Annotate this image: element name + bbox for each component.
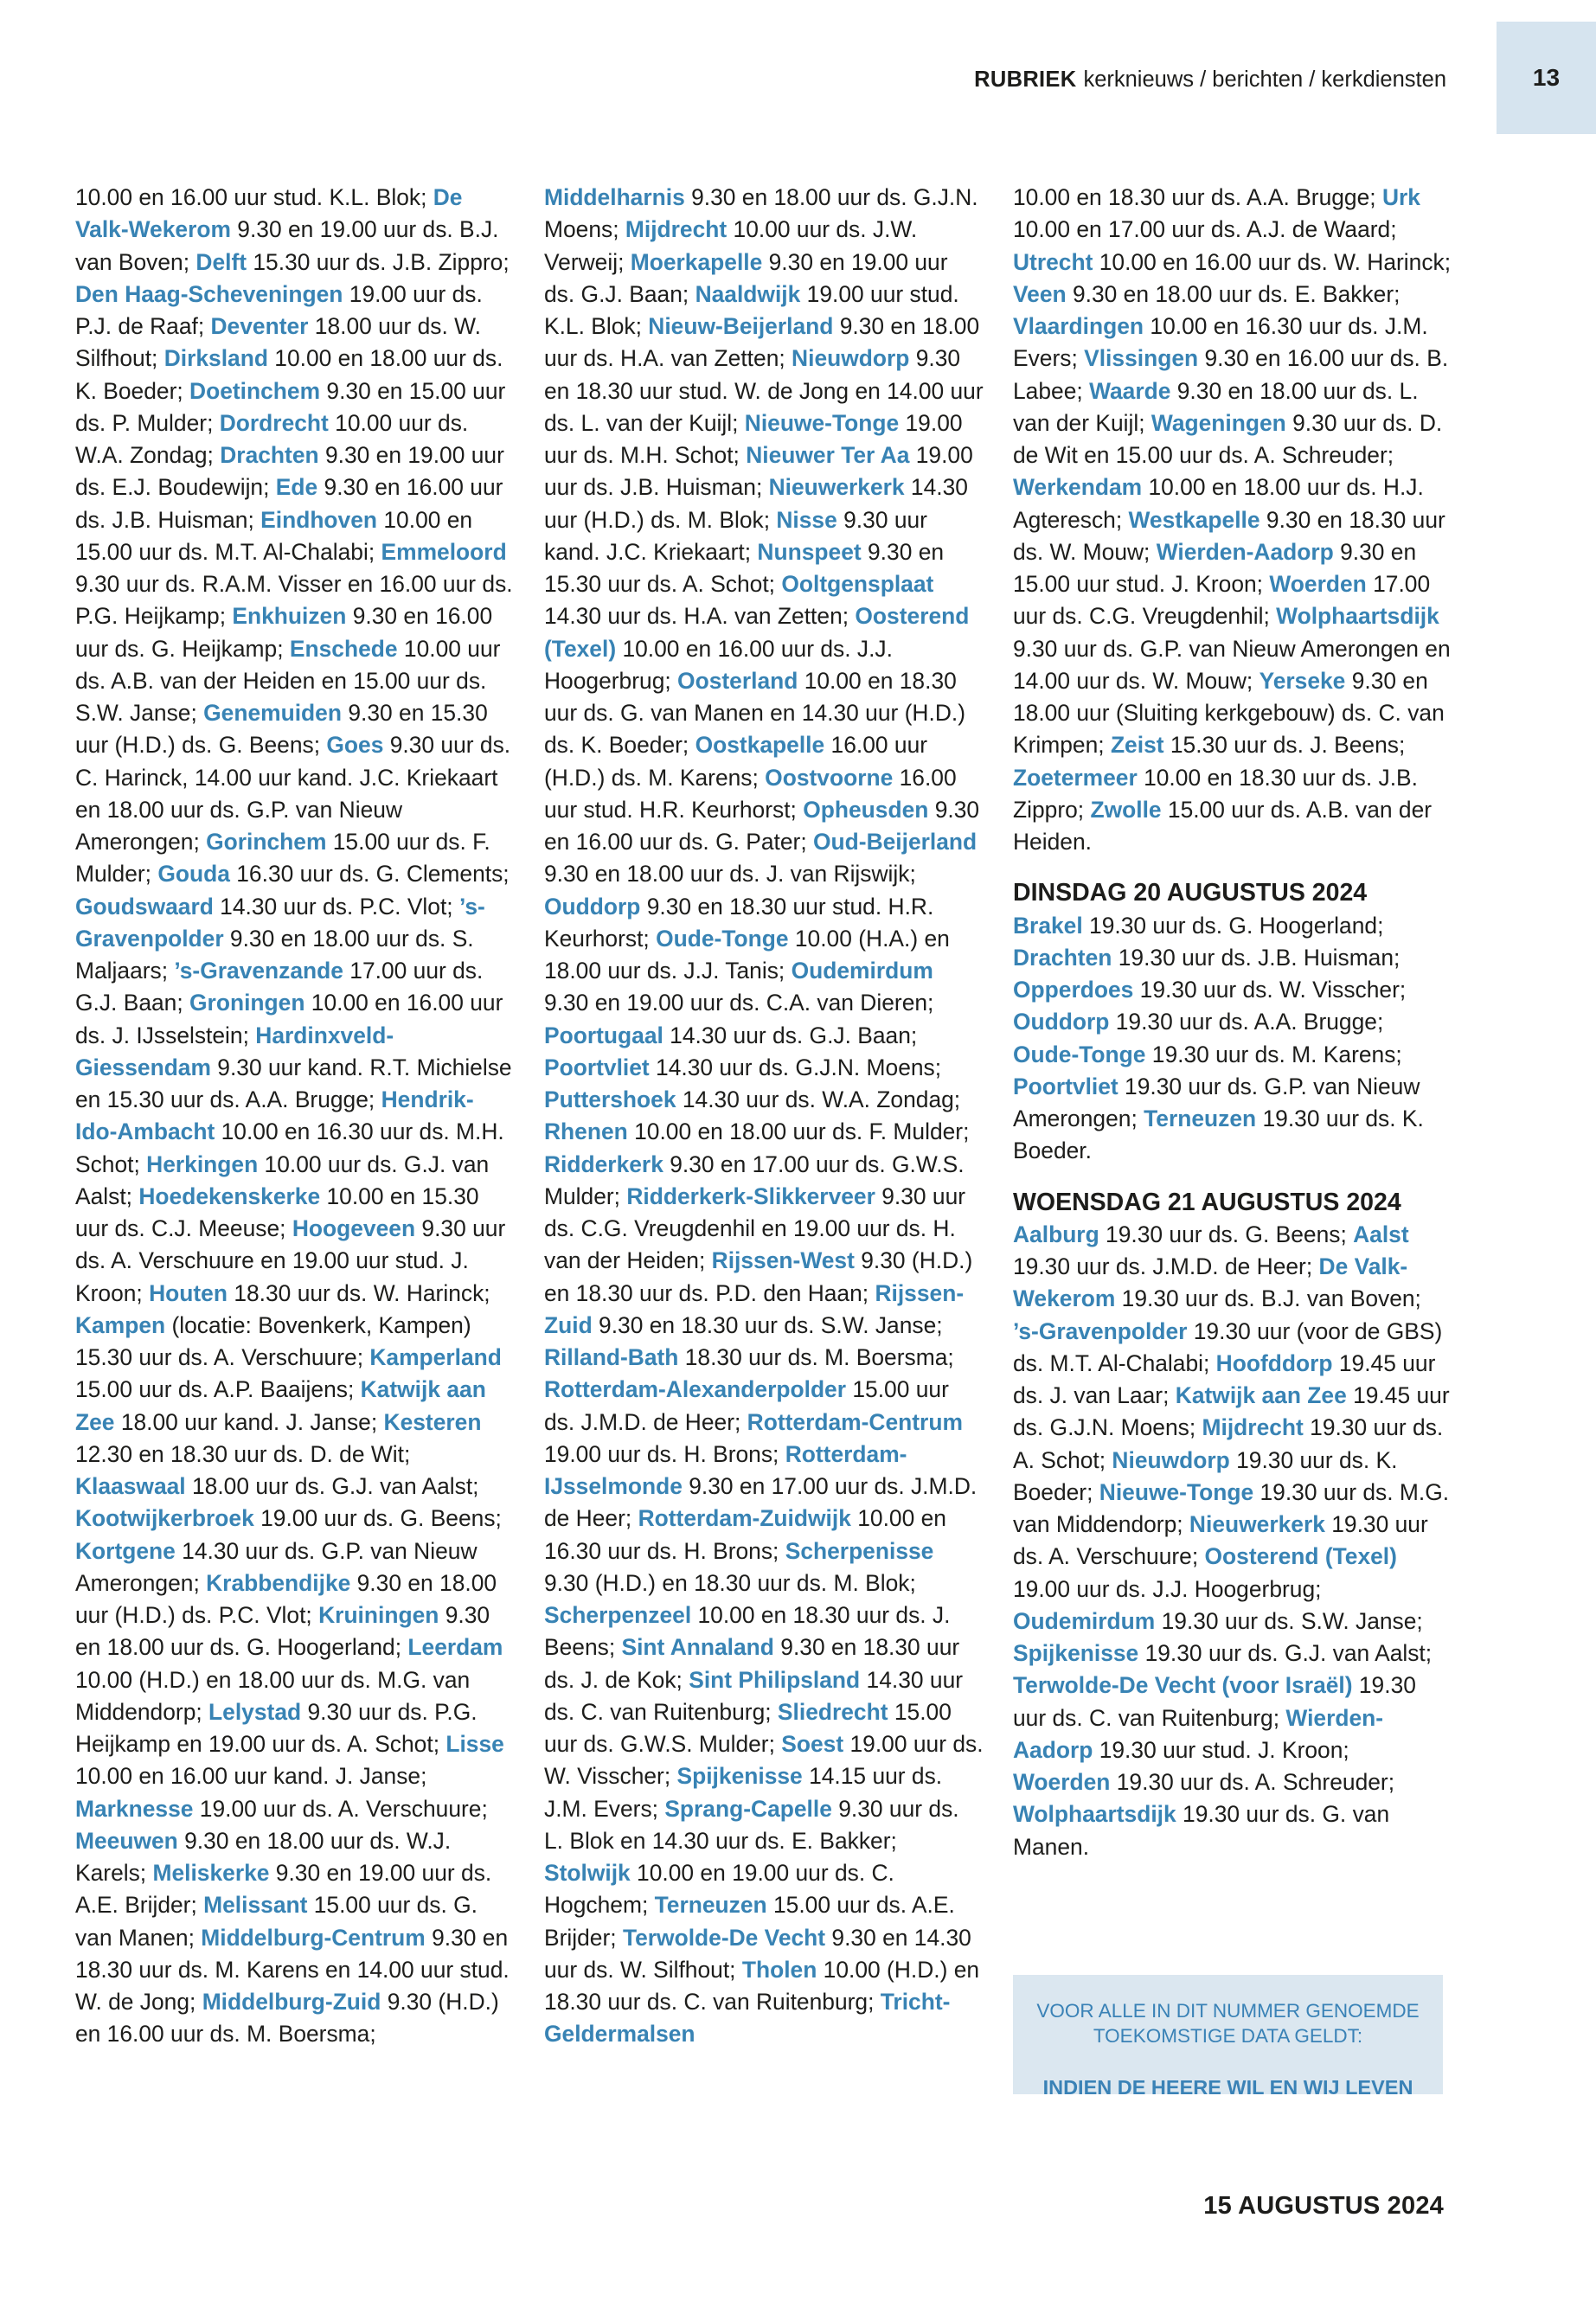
- service-details: 18.00 uur kand. J. Janse;: [114, 1408, 384, 1435]
- place-name: Rotterdam-IJsselmonde: [544, 1440, 907, 1499]
- service-details: 18.00 uur ds. G.J. van Aalst;: [185, 1473, 479, 1499]
- service-details: 14.30 uur ds. G.J. Baan;: [663, 1022, 918, 1048]
- service-details: 10.00 en 19.00 uur ds. C. Hogchem;: [544, 1860, 894, 1919]
- place-name: Goes: [326, 732, 384, 759]
- place-name: Puttershoek: [544, 1086, 676, 1112]
- service-details: 10.00 uur ds. W.A. Zondag;: [75, 409, 469, 468]
- service-details: 14.30 uur ds. G.J.N. Moens;: [649, 1054, 942, 1080]
- service-details: 19.30 uur (voor de GBS) ds. M.T. Al-Chalabi;: [1013, 1317, 1443, 1376]
- service-details: 19.30 uur ds. M. Karens;: [1145, 1041, 1402, 1067]
- place-name: Nieuw-Beijerland: [648, 313, 834, 339]
- service-details: 19.30 uur ds. A. Verschuure;: [1013, 1511, 1428, 1570]
- place-name: Westkapelle: [1128, 506, 1260, 533]
- place-name: Katwijk aan Zee: [75, 1376, 486, 1435]
- service-details: 9.30 en 18.00 uur ds. J. van Rijswijk;: [544, 861, 916, 888]
- service-details: 9.30 en 15.30 uur (H.D.) ds. G. Beens;: [75, 700, 488, 759]
- section-label: RUBRIEK: [974, 67, 1077, 92]
- place-name: Den Haag-Scheveningen: [75, 280, 343, 307]
- place-name: Oosterland: [677, 667, 798, 694]
- place-name: Terwolde-De Vecht (voor Israël): [1013, 1672, 1353, 1699]
- service-details: 19.45 uur ds. J. van Laar;: [1013, 1349, 1436, 1408]
- place-name: Rotterdam-Zuidwijk: [638, 1505, 851, 1532]
- place-name: ’s-Gravenzande: [174, 958, 343, 984]
- service-details: 10.00 uur ds. A.B. van der Heiden en 15.00 uur ds. S.W. Janse;: [75, 635, 501, 726]
- service-details: 19.30 uur ds. G. Beens;: [1099, 1221, 1354, 1247]
- service-details: 9.30 en 18.00 uur ds. H.A. van Zetten;: [544, 313, 980, 372]
- place-name: Nieuwerkerk: [1189, 1511, 1325, 1537]
- service-details: 9.30 uur ds. C. Harinck, 14.00 uur kand. J.C. Kriekaart en 18.00 uur ds. G.P. van Nieuw Amerongen;: [75, 732, 511, 855]
- place-name: Sprang-Capelle: [664, 1795, 832, 1822]
- place-name: Wolphaartsdijk: [1276, 603, 1439, 630]
- service-details: (locatie: Bovenkerk, Kampen) 15.30 uur ds. A. Verschuure;: [75, 1311, 471, 1370]
- place-name: Woerden: [1013, 1769, 1111, 1795]
- service-details: 12.30 en 18.30 uur ds. D. de Wit;: [75, 1440, 411, 1467]
- place-name: Goudswaard: [75, 893, 214, 920]
- service-details: 19.00 uur ds. J.B. Huisman;: [544, 442, 973, 501]
- place-name: Tricht-Geldermalsen: [544, 1989, 951, 2048]
- service-details: 19.30 uur ds. K. Boeder.: [1013, 1106, 1424, 1164]
- service-details: 10.00 en 16.30 uur ds. J.M. Evers;: [1013, 313, 1428, 372]
- service-details: 19.00 uur ds. H. Brons;: [544, 1440, 785, 1467]
- service-details: 10.00 (H.A.) en 18.00 uur ds. J.J. Tanis;: [544, 925, 950, 984]
- service-details: 10.00 en 16.30 uur ds. H. Brons;: [544, 1505, 946, 1564]
- place-name: Drachten: [1013, 944, 1112, 971]
- service-details: 10.00 en 18.00 uur ds. H.J. Agteresch;: [1013, 474, 1424, 533]
- text-column-2: [544, 182, 984, 2051]
- service-details: 9.30 en 18.00 uur ds. S. Maljaars;: [75, 925, 474, 984]
- place-name: Dordrecht: [219, 409, 329, 436]
- place-name: Delft: [195, 248, 247, 275]
- place-name: Hendrik-Ido-Ambacht: [75, 1086, 474, 1145]
- service-details: 14.30 uur ds. C. van Ruitenburg;: [544, 1666, 964, 1725]
- service-details: 10.00 en 18.30 uur ds. J.B. Zippro;: [1013, 764, 1418, 823]
- service-details: 9.30 uur ds. P.G. Heijkamp en 19.00 uur ds. A. Schot;: [75, 1698, 478, 1757]
- service-details: 17.00 uur ds. G.J. Baan;: [75, 958, 484, 1016]
- place-name: Zwolle: [1090, 796, 1162, 823]
- place-name: Rhenen: [544, 1118, 628, 1145]
- service-details: 9.30 (H.D.) en 16.00 uur ds. M. Boersma;: [75, 1989, 499, 2048]
- place-name: Aalburg: [1013, 1221, 1099, 1247]
- place-name: Marknesse: [75, 1795, 194, 1822]
- service-details: 10.00 en 18.30 uur ds. J. Beens;: [544, 1602, 951, 1661]
- service-details: 10.00 en 18.00 uur ds. K. Boeder;: [75, 345, 503, 404]
- service-details: 18.30 uur ds. M. Boersma;: [678, 1344, 954, 1370]
- notice-line-2: TOEKOMSTIGE DATA GELDT:: [1093, 2025, 1363, 2047]
- service-details: 9.30 uur ds. L. Blok en 14.30 uur ds. E. Bakker;: [544, 1795, 959, 1854]
- place-name: Opperdoes: [1013, 977, 1134, 1003]
- place-name: Gorinchem: [206, 829, 327, 855]
- service-details: 9.30 en 17.00 uur ds. G.W.S. Mulder;: [544, 1150, 965, 1209]
- service-details: 10.00 en 16.00 uur ds. J.J. Hoogerbrug;: [544, 635, 893, 694]
- place-name: Herkingen: [146, 1150, 259, 1177]
- place-name: Leerdam: [407, 1634, 503, 1661]
- place-name: Ooltgensplaat: [781, 571, 934, 597]
- place-name: Eindhoven: [260, 506, 378, 533]
- place-name: Gouda: [157, 861, 230, 888]
- service-details: 19.30 uur ds. J.B. Huisman;: [1112, 944, 1401, 971]
- service-details: 19.45 uur ds. G.J.N. Moens;: [1013, 1382, 1450, 1441]
- service-details: 9.30 en 18.30 uur stud. W. de Jong en 14.00 uur ds. L. van der Kuijl;: [544, 345, 984, 436]
- service-details: 15.00 uur ds. A.B. van der Heiden.: [1013, 796, 1433, 855]
- place-name: Soest: [781, 1731, 844, 1757]
- service-details: 9.30 en 18.30 uur ds. M. Karens en 14.00 uur stud. W. de Jong;: [75, 1924, 510, 2015]
- service-details: 19.30 uur ds. M.G. van Middendorp;: [1013, 1478, 1450, 1537]
- place-name: Woerden: [1269, 571, 1367, 597]
- service-details: 9.30 en 18.00 uur ds. G.J.N. Moens;: [544, 184, 978, 243]
- place-name: Terneuzen: [654, 1892, 767, 1919]
- place-name: Moerkapelle: [630, 248, 763, 275]
- service-details: 15.00 uur ds. G.W.S. Mulder;: [544, 1698, 952, 1757]
- place-name: Naaldwijk: [695, 280, 801, 307]
- service-details: 19.00 uur stud. K.L. Blok;: [544, 280, 959, 339]
- service-details: 9.30 uur ds. A. Verschuure en 19.00 uur stud. J. Kroon;: [75, 1215, 506, 1306]
- place-name: Deventer: [210, 313, 309, 339]
- place-name: Mijdrecht: [625, 216, 727, 243]
- place-name: Emmeloord: [381, 538, 507, 565]
- service-details: 9.30 (H.D.) en 18.30 uur ds. M. Blok;: [544, 1569, 916, 1596]
- service-details: 18.00 uur ds. W. Silfhout;: [75, 313, 481, 372]
- service-details: 9.30 en 16.00 uur ds. G. Heijkamp;: [75, 603, 493, 662]
- place-name: Vlissingen: [1084, 345, 1199, 372]
- page-number-tab: [1497, 22, 1596, 134]
- service-details: 16.00 uur (H.D.) ds. M. Karens;: [544, 732, 928, 791]
- place-name: Utrecht: [1013, 248, 1093, 275]
- issue-date: 15 AUGUSTUS 2024: [1203, 2192, 1444, 2220]
- place-name: Ouddorp: [1013, 1009, 1110, 1035]
- service-details: 9.30 en 18.30 uur ds. S.W. Janse;: [592, 1311, 943, 1338]
- place-name: Groningen: [189, 990, 305, 1016]
- place-name: Oosterend (Texel): [1204, 1543, 1397, 1570]
- place-name: Sliedrecht: [777, 1698, 888, 1725]
- service-details: 17.00 uur ds. C.G. Vreugdenhil;: [1013, 571, 1431, 630]
- place-name: Ridderkerk: [544, 1150, 663, 1177]
- place-name: Zoetermeer: [1013, 764, 1138, 791]
- place-name: Wolphaartsdijk: [1013, 1801, 1176, 1828]
- place-name: Spijkenisse: [1013, 1640, 1139, 1666]
- service-details: 19.00 uur ds. A. Verschuure;: [193, 1795, 488, 1822]
- place-name: Kesteren: [383, 1408, 482, 1435]
- place-name: Hoedekenskerke: [138, 1183, 321, 1209]
- service-paragraph: [75, 182, 515, 2051]
- service-details: 10.00 en 16.00 uur kand. J. Janse;: [75, 1763, 427, 1790]
- service-details: 15.00 uur ds. A.E. Brijder;: [544, 1892, 955, 1951]
- place-name: Mijdrecht: [1202, 1414, 1304, 1441]
- place-name: Wageningen: [1151, 409, 1286, 436]
- service-details: 9.30 en 15.00 uur ds. P. Mulder;: [75, 377, 506, 436]
- place-name: Nunspeet: [757, 538, 862, 565]
- place-name: Hardinxveld-Giessendam: [75, 1022, 394, 1080]
- place-name: Ede: [275, 474, 318, 501]
- service-details: 9.30 uur ds. C.G. Vreugdenhil en 19.00 uur ds. H. van der Heiden;: [544, 1183, 966, 1274]
- place-name: Poortvliet: [1013, 1073, 1118, 1099]
- service-details: 15.00 uur ds. F. Mulder;: [75, 829, 490, 888]
- notice-line-1: VOOR ALLE IN DIT NUMMER GENOEMDE: [1036, 2000, 1420, 2022]
- page-header: [0, 67, 1446, 93]
- place-name: Ridderkerk-Slikkerveer: [626, 1183, 875, 1209]
- place-name: Oudemirdum: [1013, 1607, 1156, 1634]
- service-details: 19.30 uur ds. S.W. Janse;: [1155, 1607, 1423, 1634]
- place-name: Wierden-Aadorp: [1013, 1704, 1384, 1763]
- service-details: 14.15 uur ds. J.M. Evers;: [544, 1763, 943, 1822]
- service-details: 9.30 en 18.00 uur ds. L. van der Kuijl;: [1013, 377, 1419, 436]
- place-name: Rilland-Bath: [544, 1344, 679, 1370]
- place-name: Terneuzen: [1144, 1106, 1257, 1131]
- service-details: 19.00 uur ds. M.H. Schot;: [544, 409, 963, 468]
- service-details: 19.30 uur ds. G. Hoogerland;: [1082, 912, 1384, 939]
- place-name: De Valk-Wekerom: [1013, 1253, 1408, 1312]
- place-name: Rotterdam-Alexanderpolder: [544, 1376, 847, 1403]
- place-name: Nisse: [776, 506, 837, 533]
- day-heading: DINSDAG 20 AUGUSTUS 2024: [1013, 879, 1368, 907]
- service-details: 16.00 uur stud. H.R. Keurhorst;: [544, 764, 957, 823]
- place-name: Enkhuizen: [232, 603, 347, 630]
- place-name: Middelharnis: [544, 184, 685, 210]
- place-name: Genemuiden: [203, 700, 342, 726]
- service-details: 9.30 en 18.00 uur ds. W.J. Karels;: [75, 1827, 452, 1886]
- service-details: 9.30 en 15.30 uur ds. A. Schot;: [544, 538, 945, 597]
- place-name: Nieuwdorp: [792, 345, 910, 372]
- service-details: 19.30 uur ds. G. van Manen.: [1013, 1801, 1390, 1860]
- place-name: Rijssen-West: [711, 1247, 855, 1274]
- place-name: Spijkenisse: [676, 1763, 803, 1790]
- service-details: 9.30 en 19.00 uur ds. B.J. van Boven;: [75, 216, 499, 275]
- place-name: Klaaswaal: [75, 1473, 186, 1499]
- place-name: Kootwijkerbroek: [75, 1505, 254, 1532]
- service-details: 10.00 (H.D.) en 18.00 uur ds. M.G. van Middendorp;: [75, 1666, 471, 1725]
- section-subtitle: kerknieuws / berichten / kerkdiensten: [1083, 67, 1446, 92]
- service-paragraph: [1013, 182, 1452, 858]
- place-name: Nieuwdorp: [1112, 1446, 1230, 1473]
- place-name: Aalst: [1353, 1221, 1409, 1247]
- place-name: Lisse: [445, 1731, 504, 1757]
- service-details: 10.00 en 17.00 uur ds. A.J. de Waard;: [1013, 216, 1397, 243]
- service-details: 19.30 uur ds. G.J. van Aalst;: [1138, 1640, 1433, 1666]
- place-name: Enschede: [289, 635, 398, 662]
- service-details: 16.30 uur ds. G. Clements;: [229, 861, 510, 888]
- place-name: Oudemirdum: [791, 958, 933, 984]
- place-name: Meeuwen: [75, 1827, 178, 1854]
- service-details: 9.30 en 16.00 uur ds. J.B. Huisman;: [75, 474, 503, 533]
- place-name: Stolwijk: [544, 1860, 631, 1886]
- place-name: Drachten: [220, 442, 319, 468]
- service-details: 18.30 uur ds. W. Harinck;: [227, 1279, 490, 1306]
- service-details: 15.30 uur ds. J. Beens;: [1163, 732, 1406, 759]
- service-details: 9.30 (H.D.) en 18.30 uur ds. P.D. den Haan;: [544, 1247, 973, 1306]
- place-name: Hoogeveen: [292, 1215, 416, 1241]
- place-name: Oosterend (Texel): [544, 603, 970, 662]
- place-name: Sint Annaland: [621, 1634, 774, 1661]
- notice-emphasis: INDIEN DE HEERE WIL EN WIJ LEVEN: [1042, 2076, 1413, 2099]
- service-details: 19.00 uur ds. J.J. Hoogerbrug;: [1013, 1575, 1322, 1602]
- service-details: 9.30 uur ds. G.P. van Nieuw Amerongen en 14.00 uur ds. W. Mouw;: [1013, 635, 1451, 694]
- service-details: 19.00 uur ds. P.J. de Raaf;: [75, 280, 483, 339]
- service-details: 14.30 uur ds. G.P. van Nieuw Amerongen;: [75, 1537, 478, 1596]
- service-paragraph: [1013, 910, 1452, 1168]
- place-name: Hoofddorp: [1215, 1349, 1333, 1376]
- place-name: Ouddorp: [544, 893, 641, 920]
- place-name: Veen: [1013, 280, 1067, 307]
- service-details: 9.30 en 18.30 uur stud. H.R. Keurhorst;: [544, 893, 934, 952]
- service-details: 19.30 uur ds. K. Boeder;: [1013, 1446, 1398, 1505]
- service-details: 15.00 uur ds. J.M.D. de Heer;: [544, 1376, 949, 1435]
- service-details: 9.30 en 19.00 uur ds. C.A. van Dieren;: [544, 990, 934, 1016]
- day-heading: WOENSDAG 21 AUGUSTUS 2024: [1013, 1188, 1401, 1216]
- service-details: 19.30 uur ds. G.P. van Nieuw Amerongen;: [1013, 1073, 1420, 1131]
- service-details: 10.00 (H.D.) en 18.30 uur ds. C. van Ruitenburg;: [544, 1956, 980, 2015]
- place-name: Werkendam: [1013, 474, 1143, 501]
- place-name: Scherpenzeel: [544, 1602, 692, 1628]
- service-details: 9.30 en 18.00 uur (H.D.) ds. P.C. Vlot;: [75, 1569, 497, 1628]
- place-name: Zeist: [1110, 732, 1164, 759]
- service-details: 15.30 uur ds. J.B. Zippro;: [247, 248, 510, 275]
- service-paragraph: [544, 182, 984, 2051]
- service-details: 10.00 en 18.30 uur ds. A.A. Brugge;: [1013, 184, 1382, 210]
- service-details: 10.00 en 15.00 uur ds. M.T. Al-Chalabi;: [75, 506, 473, 565]
- place-name: Middelburg-Zuid: [202, 1989, 381, 2015]
- place-name: Nieuwe-Tonge: [1099, 1478, 1254, 1505]
- place-name: Sint Philipsland: [689, 1666, 861, 1693]
- service-details: 9.30 en 19.00 uur ds. A.E. Brijder;: [75, 1860, 492, 1919]
- service-details: 9.30 en 18.30 uur ds. J. de Kok;: [544, 1634, 960, 1693]
- service-details: 9.30 uur ds. R.A.M. Visser en 16.00 uur ds. P.G. Heijkamp;: [75, 571, 513, 630]
- place-name: Oostvoorne: [765, 764, 894, 791]
- text-column-1: [75, 182, 515, 2051]
- place-name: Meliskerke: [152, 1860, 270, 1886]
- service-details: 9.30 en 15.00 uur stud. J. Kroon;: [1013, 538, 1417, 597]
- service-details: 9.30 en 17.00 uur ds. J.M.D. de Heer;: [544, 1473, 977, 1532]
- place-name: Krabbendijke: [206, 1569, 351, 1596]
- page-number: 13: [1532, 64, 1561, 91]
- text-column-3: [1013, 182, 1452, 1863]
- place-name: Vlaardingen: [1013, 313, 1144, 339]
- place-name: Poortugaal: [544, 1022, 663, 1048]
- service-details: 19.30 uur ds. A.A. Brugge;: [1109, 1009, 1384, 1035]
- place-name: Yerseke: [1259, 667, 1346, 694]
- service-details: 10.00 en 18.00 uur ds. F. Mulder;: [627, 1118, 970, 1145]
- service-details: 19.30 uur ds. J.M.D. de Heer;: [1013, 1253, 1319, 1279]
- place-name: Doetinchem: [189, 377, 321, 404]
- service-details: 19.30 uur ds. W. Visscher;: [1133, 977, 1407, 1003]
- service-details: 9.30 en 18.00 uur ds. E. Bakker;: [1066, 280, 1401, 307]
- place-name: Brakel: [1013, 912, 1083, 939]
- place-name: Scherpenisse: [785, 1537, 934, 1564]
- place-name: Lelystad: [208, 1698, 302, 1725]
- service-details: 10.00 en 15.30 uur ds. C.J. Meeuse;: [75, 1183, 479, 1241]
- service-details: 10.00 en 16.30 uur ds. M.H. Schot;: [75, 1118, 504, 1177]
- place-name: Dirksland: [163, 345, 268, 372]
- service-details: 15.00 uur ds. G. van Manen;: [75, 1892, 478, 1951]
- service-details: 10.00 uur ds. J.W. Verweij;: [544, 216, 918, 275]
- service-details: 9.30 en 16.00 uur ds. B. Labee;: [1013, 345, 1449, 404]
- place-name: Kamperland: [369, 1344, 502, 1370]
- service-details: 15.00 uur ds. A.P. Baaijens;: [75, 1376, 361, 1403]
- place-name: Kortgene: [75, 1537, 176, 1564]
- service-details: 9.30 en 16.00 uur ds. G. Pater;: [544, 796, 980, 855]
- service-details: 14.30 uur (H.D.) ds. M. Blok;: [544, 474, 968, 533]
- service-details: 19.30 uur ds. C. van Ruitenburg;: [1013, 1672, 1416, 1731]
- place-name: Tholen: [741, 1956, 817, 1983]
- place-name: ’s-Gravenpolder: [1013, 1317, 1188, 1344]
- service-paragraph: [1013, 1219, 1452, 1863]
- service-details: 10.00 en 16.00 uur ds. W. Harinck;: [1093, 248, 1452, 275]
- place-name: Waarde: [1089, 377, 1171, 404]
- place-name: Urk: [1381, 184, 1420, 210]
- place-name: Houten: [149, 1279, 228, 1306]
- place-name: Oud-Beijerland: [813, 829, 977, 855]
- service-details: 9.30 uur ds. D. de Wit en 15.00 uur ds. A. Schreuder;: [1013, 409, 1443, 468]
- service-details: 19.30 uur stud. J. Kroon;: [1093, 1736, 1349, 1763]
- service-details: 9.30 en 19.00 uur ds. G.J. Baan;: [544, 248, 948, 307]
- place-name: Melissant: [203, 1892, 308, 1919]
- place-name: Terwolde-De Vecht: [622, 1924, 826, 1951]
- service-details: 19.00 uur ds. W. Visscher;: [544, 1731, 984, 1790]
- place-name: Middelburg-Centrum: [201, 1924, 426, 1951]
- place-name: Opheusden: [803, 796, 929, 823]
- service-details: 10.00 en 16.00 uur stud. K.L. Blok;: [75, 184, 433, 210]
- notice-box: [1013, 1975, 1443, 2099]
- place-name: Nieuwer Ter Aa: [746, 442, 910, 468]
- service-details: 14.30 uur ds. H.A. van Zetten;: [544, 603, 856, 630]
- place-name: Nieuwe-Tonge: [744, 409, 900, 436]
- service-details: 10.00 en 18.30 uur ds. G. van Manen en 14.30 uur (H.D.) ds. K. Boeder;: [544, 667, 966, 759]
- place-name: Oude-Tonge: [1013, 1041, 1146, 1067]
- place-name: Nieuwerkerk: [768, 474, 905, 501]
- place-name: Oostkapelle: [695, 732, 825, 759]
- service-details: 19.30 uur ds. A. Schreuder;: [1110, 1769, 1395, 1795]
- place-name: De Valk-Wekerom: [75, 184, 463, 243]
- service-details: 9.30 en 18.00 uur (Sluiting kerkgebouw) ds. C. van Krimpen;: [1013, 667, 1445, 759]
- service-details: 19.30 uur ds. A. Schot;: [1013, 1414, 1444, 1473]
- place-name: Poortvliet: [544, 1054, 650, 1080]
- place-name: Wierden-Aadorp: [1156, 538, 1334, 565]
- place-name: Oude-Tonge: [656, 925, 789, 952]
- service-details: 19.00 uur ds. G. Beens;: [253, 1505, 502, 1532]
- place-name: Kampen: [75, 1311, 166, 1338]
- service-details: 9.30 uur kand. J.C. Kriekaart;: [544, 506, 927, 565]
- service-details: 9.30 en 18.00 uur ds. G. Hoogerland;: [75, 1602, 490, 1661]
- service-details: 9.30 uur kand. R.T. Michielse en 15.30 uur ds. A.A. Brugge;: [75, 1054, 512, 1112]
- service-details: 9.30 en 19.00 uur ds. E.J. Boudewijn;: [75, 442, 504, 501]
- service-details: 9.30 en 14.30 uur ds. W. Silfhout;: [544, 1924, 971, 1983]
- place-name: Kruiningen: [318, 1602, 439, 1628]
- service-details: 14.30 uur ds. W.A. Zondag;: [676, 1086, 961, 1112]
- place-name: Rijssen-Zuid: [544, 1279, 965, 1338]
- service-details: 10.00 uur ds. G.J. van Aalst;: [75, 1150, 490, 1209]
- service-details: 10.00 en 16.00 uur ds. J. IJsselstein;: [75, 990, 503, 1048]
- service-details: 19.30 uur ds. B.J. van Boven;: [1115, 1285, 1421, 1312]
- place-name: Katwijk aan Zee: [1175, 1382, 1347, 1408]
- place-name: Rotterdam-Centrum: [747, 1408, 963, 1435]
- place-name: ’s-Gravenpolder: [75, 893, 485, 952]
- service-details: 9.30 en 18.30 uur ds. W. Mouw;: [1013, 506, 1445, 565]
- service-details: 14.30 uur ds. P.C. Vlot;: [213, 893, 459, 920]
